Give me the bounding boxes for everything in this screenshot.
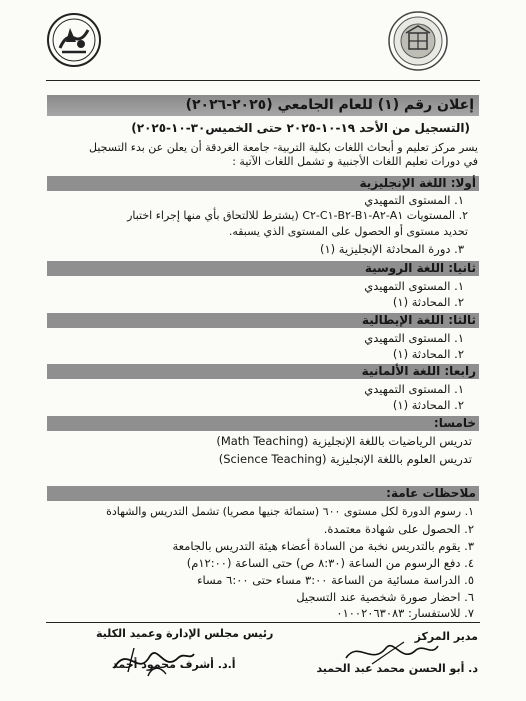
english-item-3: ٣. دورة المحادثة الإنجليزية (١) bbox=[319, 242, 464, 256]
note-item-1: ١. رسوم الدورة لكل مستوى ٦٠٠ (ستمائة جنيها مصريا) تشمل التدريس والشهادة bbox=[106, 505, 474, 518]
dean-name: أ.د. أشرف محمود أحمد bbox=[112, 658, 236, 671]
section-heading-italian: ثالثا: اللغة الإيطالية bbox=[361, 313, 476, 327]
registration-period: (التسجيل من الأحد ١٩-١٠-٢٠٢٥ حتى الخميس٣٠-١٠-٢٠٢٥) bbox=[131, 121, 470, 135]
section-heading-russian: ثانيا: اللغة الروسية bbox=[364, 261, 476, 275]
footer-divider bbox=[46, 622, 480, 623]
english-item-1: ١. المستوى التمهيدي bbox=[364, 193, 464, 207]
note-item-2: ٢. الحصول على شهادة معتمدة. bbox=[323, 522, 474, 536]
announcement-title: إعلان رقم (١) للعام الجامعي (٢٠٢٥-٢٠٢٦) bbox=[185, 97, 474, 113]
note-item-6: ٦. احضار صورة شخصية عند التسجيل bbox=[296, 590, 474, 604]
english-item-2: ٢. المستويات A١-A٢-B١-B٢-C١-C٢ (يشترط للالتحاق بأي منها إجراء اختبار bbox=[127, 209, 468, 222]
notes-heading: ملاحظات عامة: bbox=[386, 486, 476, 500]
science-teaching-item: تدريس العلوم باللغة الإنجليزية (Science Teaching) bbox=[218, 452, 472, 466]
note-item-5: ٥. الدراسة مسائية من الساعة ٣:٠٠ مساء حتى ٦:٠٠ مساء bbox=[197, 573, 474, 587]
dean-title: رئيس مجلس الإدارة وعميد الكلية bbox=[96, 627, 274, 640]
note-item-3: ٣. يقوم بالتدريس نخبة من السادة أعضاء هيئة التدريس بالجامعة bbox=[172, 539, 474, 553]
note-item-4: ٤. دفع الرسوم من الساعة (٨:٣٠ ص) حتى الساعة (١٢:٠٠م) bbox=[186, 556, 474, 570]
center-director-title: مدير المركز bbox=[414, 630, 478, 643]
section-bar-fifth bbox=[47, 416, 479, 431]
section-heading-english: أولا: اللغة الإنجليزية bbox=[359, 176, 476, 190]
intro-line-2: في دورات تعليم اللغات الأجنبية و تشمل اللغات الآتية : bbox=[232, 155, 478, 168]
german-item-2: ٢. المحادثة (١) bbox=[392, 398, 464, 412]
note-item-7: ٧. للاستفسار: ٠١٠٠٢٠٦٣٠٨٣ bbox=[336, 606, 474, 620]
english-item-2-cont: تحديد مستوى أو الحصول على المستوى الذي يسبقه. bbox=[228, 225, 468, 238]
faculty-logo-icon bbox=[46, 12, 102, 68]
russian-item-1: ١. المستوى التمهيدي bbox=[364, 279, 464, 293]
italian-item-1: ١. المستوى التمهيدي bbox=[364, 331, 464, 345]
italian-item-2: ٢. المحادثة (١) bbox=[392, 347, 464, 361]
header-divider bbox=[46, 80, 480, 81]
intro-line-1: يسر مركز تعليم و أبحاث اللغات بكلية التربية- جامعة الغردقة أن يعلن عن بدء التسجيل bbox=[89, 141, 478, 154]
section-heading-german: رابعا: اللغة الألمانية bbox=[361, 364, 476, 378]
german-item-1: ١. المستوى التمهيدي bbox=[364, 382, 464, 396]
university-logo-icon bbox=[387, 10, 449, 72]
math-teaching-item: تدريس الرياضيات باللغة الإنجليزية (Math Teaching) bbox=[216, 434, 472, 448]
section-heading-fifth: خامسا: bbox=[433, 416, 476, 430]
director-name: د. أبو الحسن محمد عبد الحميد bbox=[316, 662, 478, 675]
russian-item-2: ٢. المحادثة (١) bbox=[392, 295, 464, 309]
